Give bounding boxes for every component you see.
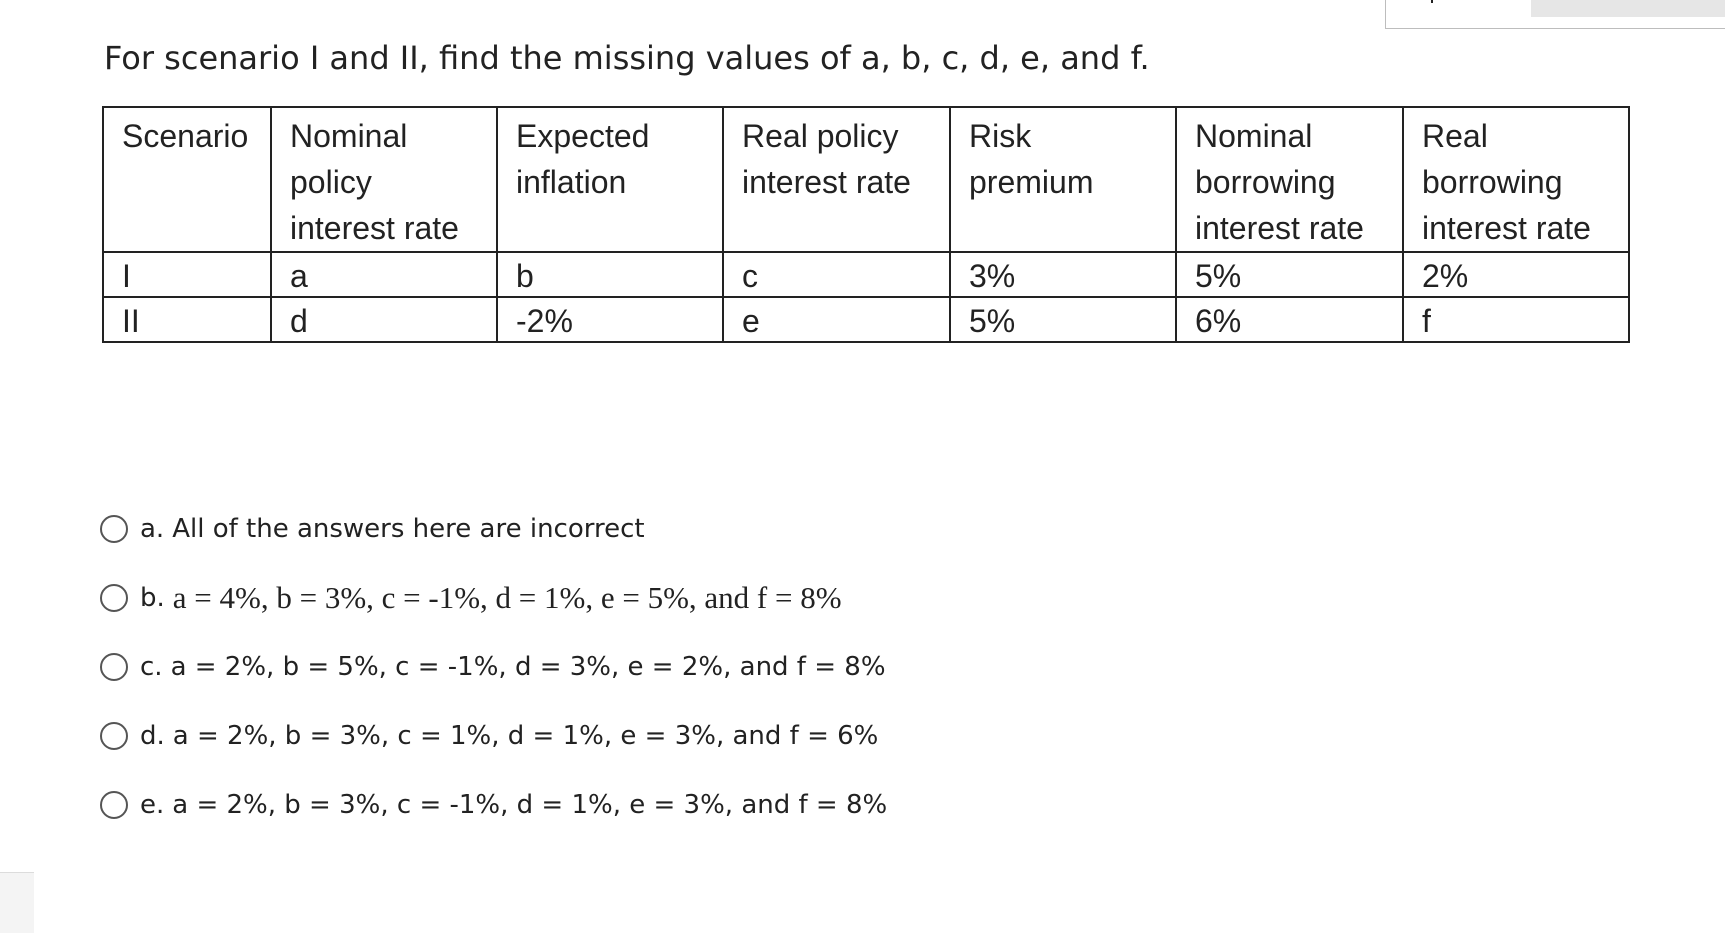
table-cell: -2% bbox=[497, 297, 723, 342]
table-cell: a bbox=[271, 252, 497, 297]
bottom-left-panel bbox=[0, 872, 34, 933]
table-row bbox=[103, 252, 1629, 297]
table-cell: e bbox=[723, 297, 950, 342]
header-nominal-policy-rate: Nominal policy interest rate bbox=[271, 107, 497, 252]
table-cell: II bbox=[103, 297, 271, 342]
table-row bbox=[103, 297, 1629, 342]
option-letter: d. bbox=[140, 721, 165, 751]
question-text: For scenario I and II, find the missing values of a, b, c, d, e, and f. bbox=[104, 39, 1150, 77]
option-text: a = 2%, b = 3%, c = -1%, d = 1%, e = 3%, and f = 8% bbox=[172, 790, 888, 820]
scenario-table bbox=[102, 106, 1630, 343]
option-text: a = 2%, b = 5%, c = -1%, d = 3%, e = 2%, and f = 8% bbox=[170, 652, 886, 682]
option-a[interactable] bbox=[100, 512, 887, 546]
table-cell: 3% bbox=[950, 252, 1176, 297]
table-cell: 6% bbox=[1176, 297, 1403, 342]
header-real-borrowing-rate: Real borrowing interest rate bbox=[1403, 107, 1629, 252]
option-c[interactable] bbox=[100, 650, 887, 684]
table-header-row bbox=[103, 107, 1629, 252]
radio-button[interactable] bbox=[100, 515, 128, 543]
table-cell: I bbox=[103, 252, 271, 297]
option-text: All of the answers here are incorrect bbox=[172, 514, 645, 544]
header-risk-premium: Risk premium bbox=[950, 107, 1176, 252]
table-cell: c bbox=[723, 252, 950, 297]
header-real-policy-rate: Real policy interest rate bbox=[723, 107, 950, 252]
table-cell: 5% bbox=[950, 297, 1176, 342]
option-b[interactable] bbox=[100, 581, 887, 615]
radio-button[interactable] bbox=[100, 722, 128, 750]
top-right-button[interactable] bbox=[1531, 0, 1725, 17]
option-letter: e. bbox=[140, 790, 165, 820]
tick-mark bbox=[1431, 0, 1433, 3]
table-cell: f bbox=[1403, 297, 1629, 342]
option-text: a = 4%, b = 3%, c = -1%, d = 1%, e = 5%, and f = 8% bbox=[172, 580, 842, 615]
option-text: a = 2%, b = 3%, c = 1%, d = 1%, e = 3%, and f = 6% bbox=[172, 721, 879, 751]
header-expected-inflation: Expected inflation bbox=[497, 107, 723, 252]
radio-button[interactable] bbox=[100, 653, 128, 681]
option-letter: a. bbox=[140, 514, 165, 544]
answer-options bbox=[100, 512, 887, 857]
table-cell: d bbox=[271, 297, 497, 342]
table-cell: 2% bbox=[1403, 252, 1629, 297]
table-cell: b bbox=[497, 252, 723, 297]
header-scenario: Scenario bbox=[103, 107, 271, 252]
option-letter: b. bbox=[140, 583, 165, 613]
radio-button[interactable] bbox=[100, 791, 128, 819]
table-cell: 5% bbox=[1176, 252, 1403, 297]
option-e[interactable] bbox=[100, 788, 887, 822]
top-right-control bbox=[1385, 0, 1725, 29]
header-nominal-borrowing-rate: Nominal borrowing interest rate bbox=[1176, 107, 1403, 252]
option-d[interactable] bbox=[100, 719, 887, 753]
option-letter: c. bbox=[140, 652, 163, 682]
radio-button[interactable] bbox=[100, 584, 128, 612]
